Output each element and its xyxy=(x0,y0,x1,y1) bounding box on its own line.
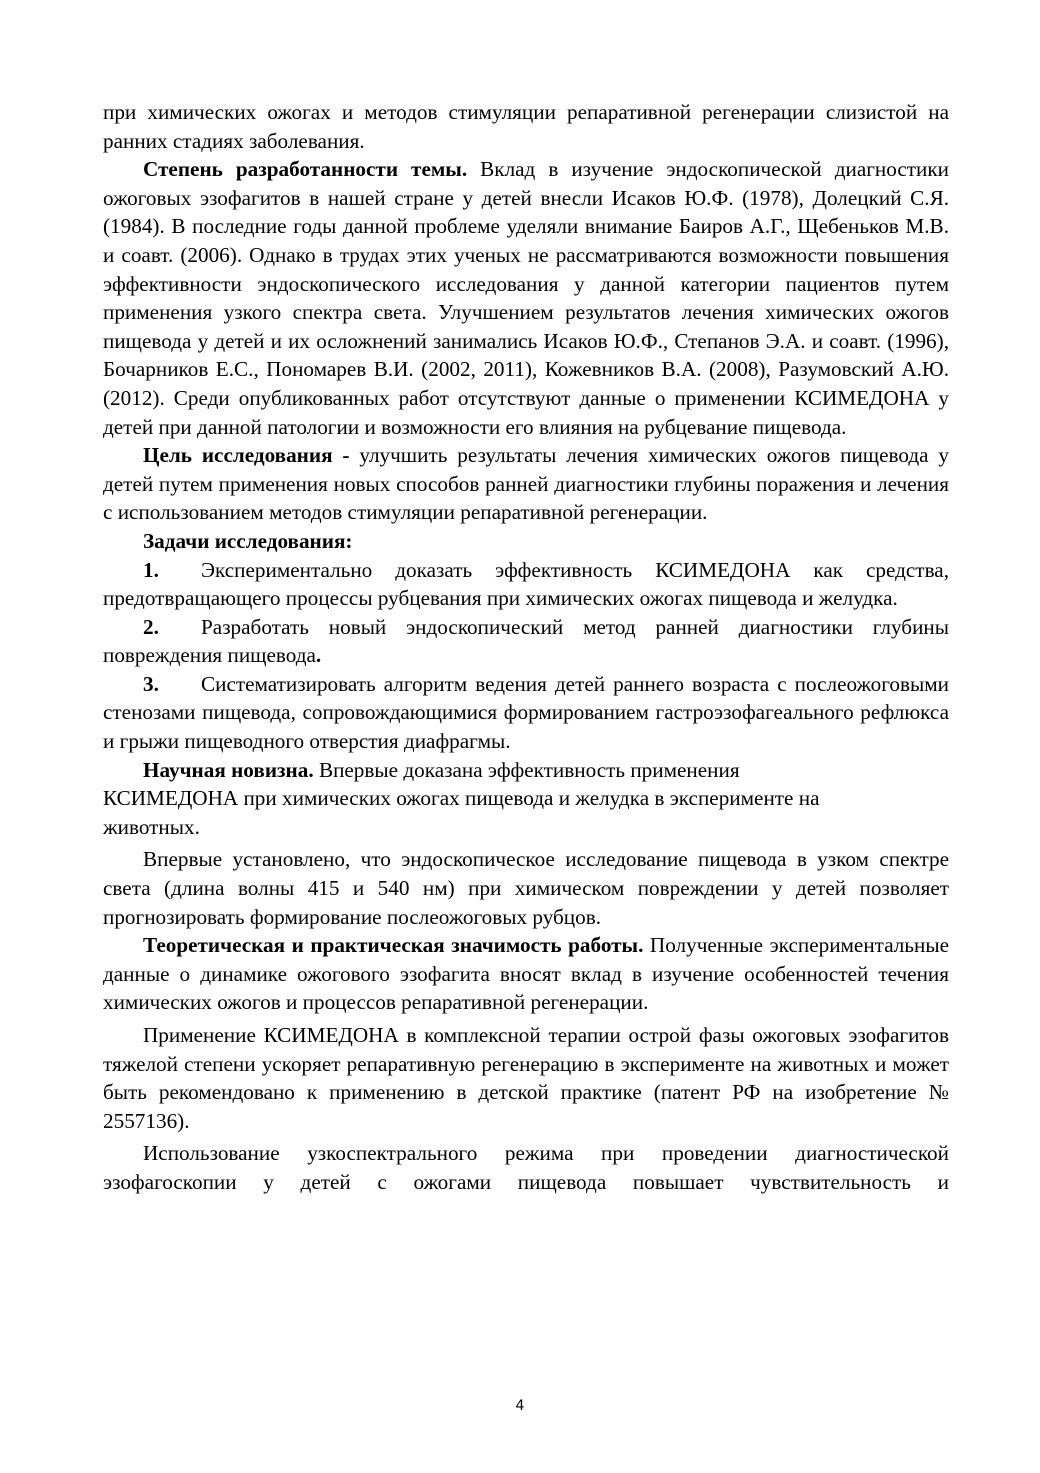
heading-development-degree: Степень разработанности темы. xyxy=(143,157,468,182)
task-number-2: 2. xyxy=(143,614,159,639)
task-text-2: Разработать новый эндоскопический метод ранней диагностики глубины повреждения пищевода xyxy=(103,614,949,668)
heading-research-goal: Цель исследования - xyxy=(143,443,350,468)
paragraph-development-degree xyxy=(103,155,949,441)
text-novelty-line-1: Впервые доказана эффективность применения xyxy=(313,757,740,782)
task-item-2 xyxy=(103,613,949,670)
paragraph-narrow-spectrum-usage: Использование узкоспектрального режима при проведении диагностической эзофагоскопии у детей с ожогами пищевода повышает чувствительность и xyxy=(103,1141,949,1194)
task-item-1 xyxy=(103,556,949,613)
heading-research-tasks-text: Задачи исследования: xyxy=(143,528,353,553)
task-text-3: Систематизировать алгоритм ведения детей раннего возраста с послеожоговыми стенозами пищевода, сопровождающимися формированием гастроэзофагеального рефлюкса и грыжи пищеводного отверстия диафрагмы. xyxy=(103,671,949,754)
paragraph-scientific-novelty xyxy=(103,756,949,842)
paragraph-intro-continuation: при химических ожогах и методов стимуляции репаративной регенерации слизистой на ранних стадиях заболевания. xyxy=(103,100,949,153)
text-research-goal: улучшить результаты лечения химических ожогов пищевода у детей путем применения новых способов ранней диагностики глубины поражения и лечения с использованием методов стимуляции репаративной регенерации. xyxy=(103,443,949,525)
paragraph-application: Применение КСИМЕДОНА в комплексной терапии острой фазы ожоговых эзофагитов тяжелой степени ускоряет репаративную регенерацию в эксперименте на животных и может быть рекомендовано к применению в детской практике (патент РФ на изобретение № 2557136). xyxy=(103,1023,949,1133)
task-item-3 xyxy=(103,670,949,756)
text-novelty-line-2: КСИМЕДОНА при химических ожогах пищевода и желудка в эксперименте на xyxy=(103,786,820,811)
heading-significance: Теоретическая и практическая значимость работы. xyxy=(143,933,644,958)
paragraph-significance xyxy=(103,931,949,1017)
text-novelty-line-3: животных. xyxy=(103,814,200,839)
document-page xyxy=(103,98,949,1197)
heading-scientific-novelty: Научная новизна. xyxy=(143,757,314,782)
task-number-3: 3. xyxy=(143,671,159,696)
task-text-2-tail: . xyxy=(315,643,322,668)
text-development-degree: Вклад в изучение эндоскопической диагностики ожоговых эзофагитов в нашей стране у детей внесли Исаков Ю.Ф. (1978), Долецкий С.Я. (1984). В последние годы данной проблеме уделяли внимание Баиров А.Г., Щебеньков М.В. и соавт. (2006). Однако в трудах этих ученых не рассматриваются возможности повышения эффективности эндоскопического исследования у данной категории пациентов путем применения узкого спектра света. Улучшением результатов лечения химических ожогов пищевода у детей и их осложнений занимались Исаков Ю.Ф., Степанов Э.А. и соавт. (1996), Бочарников Е.С., Пономарев В.И. (2002, 2011), Кожевников В.А. (2008), Разумовский А.Ю. (2012). Среди опубликованных работ отсутствуют данные о применении КСИМЕДОНА у детей при данной патологии и возможности его влияния на рубцевание пищевода. xyxy=(103,157,950,439)
paragraph-research-goal xyxy=(103,441,949,527)
heading-research-tasks xyxy=(103,527,949,556)
paragraph-first-established: Впервые установлено, что эндоскопическое исследование пищевода в узком спектре света (длина волны 415 и 540 нм) при химическом повреждении у детей позволяет прогнозировать формирование послеожоговых рубцов. xyxy=(103,847,949,929)
text-significance: Полученные экспериментальные данные о динамике ожогового эзофагита вносят вклад в изучение особенностей течения химических ожогов и процессов репаративной регенерации. xyxy=(103,933,950,1015)
task-number-1: 1. xyxy=(143,557,159,582)
page-number: 4 xyxy=(515,1398,525,1414)
task-text-1: Экспериментально доказать эффективность КСИМЕДОНА как средства, предотвращающего процессы рубцевания при химических ожогах пищевода и желудка. xyxy=(103,557,949,611)
